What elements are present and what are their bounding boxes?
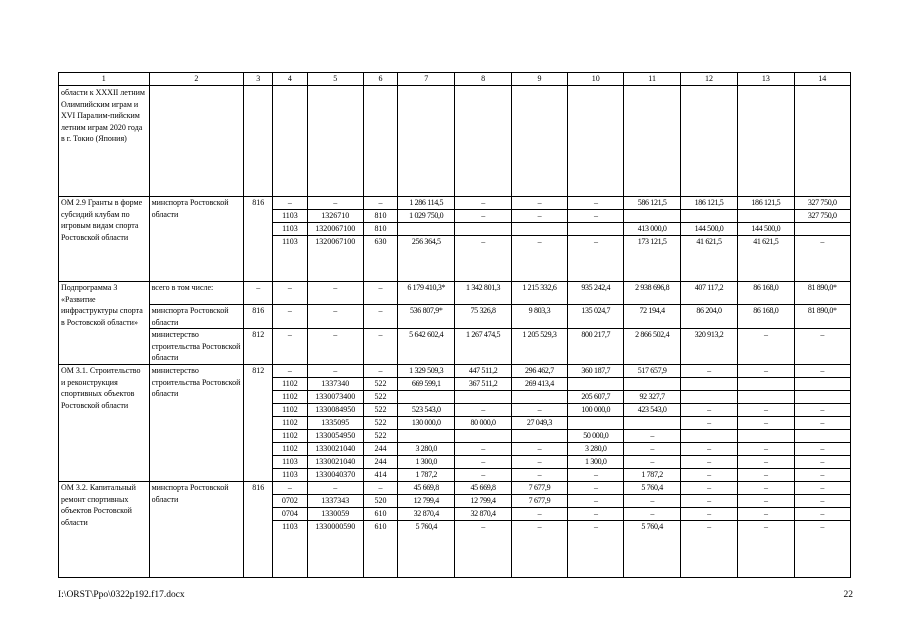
- amount-cell: 800 217,7: [568, 329, 624, 365]
- expense-type: 610: [363, 520, 397, 577]
- measure-name: ОМ 3.1. Строительство и реконструкция спортивных объектов Ростовской области: [59, 364, 150, 481]
- amount-cell: –: [680, 416, 737, 429]
- amount-cell: –: [738, 416, 794, 429]
- budget-table: [58, 72, 851, 578]
- subprogram-3-row: [59, 329, 851, 365]
- amount-cell: 45 669,8: [398, 481, 455, 494]
- file-path: I:\ORST\Ppo\0322p192.f17.docx: [58, 590, 185, 600]
- amount-cell: –: [794, 520, 850, 577]
- om-3-2-row: [59, 481, 851, 494]
- section-code: 1102: [273, 429, 307, 442]
- amount-cell: –: [680, 455, 737, 468]
- section-continuation-row: [59, 86, 851, 197]
- amount-cell: –: [680, 507, 737, 520]
- amount-cell: 669 599,1: [398, 377, 455, 390]
- amount-cell: –: [511, 236, 567, 282]
- col-num: 3: [244, 73, 273, 86]
- amount-cell: –: [511, 455, 567, 468]
- ministry-code: 812: [244, 329, 273, 365]
- target-code: 1320067100: [307, 223, 363, 236]
- amount-cell: [738, 210, 794, 223]
- amount-cell: –: [511, 468, 567, 481]
- amount-cell: 367 511,2: [455, 377, 511, 390]
- amount-cell: –: [794, 329, 850, 365]
- expense-type: 244: [363, 442, 397, 455]
- expense-type: –: [363, 197, 397, 210]
- amount-cell: –: [794, 507, 850, 520]
- amount-cell: –: [794, 455, 850, 468]
- amount-cell: 1 205 529,3: [511, 329, 567, 365]
- amount-cell: –: [455, 455, 511, 468]
- amount-cell: –: [624, 507, 680, 520]
- amount-cell: –: [738, 442, 794, 455]
- amount-cell: 12 799,4: [398, 494, 455, 507]
- target-code: 1337343: [307, 494, 363, 507]
- amount-cell: –: [738, 364, 794, 377]
- amount-cell: [568, 416, 624, 429]
- amount-cell: –: [624, 455, 680, 468]
- om-2-9-row: [59, 197, 851, 210]
- amount-cell: 269 413,4: [511, 377, 567, 390]
- executor: минспорта Ростовской области: [149, 305, 244, 329]
- section-code: 1102: [273, 416, 307, 429]
- amount-cell: 41 621,5: [738, 236, 794, 282]
- target-code: –: [307, 329, 363, 365]
- section-code: 1102: [273, 403, 307, 416]
- amount-cell: 9 803,3: [511, 305, 567, 329]
- amount-cell: 86 204,0: [680, 305, 737, 329]
- amount-cell: [398, 429, 455, 442]
- ministry-code: –: [244, 282, 273, 305]
- amount-cell: [398, 223, 455, 236]
- amount-cell: –: [680, 442, 737, 455]
- executor: министерство строительства Ростовской области: [149, 364, 244, 481]
- col-num: 6: [363, 73, 397, 86]
- target-code: 1330054950: [307, 429, 363, 442]
- amount-cell: 5 760,4: [398, 520, 455, 577]
- amount-cell: [680, 429, 737, 442]
- expense-type: 522: [363, 403, 397, 416]
- amount-cell: –: [568, 468, 624, 481]
- amount-cell: 32 870,4: [455, 507, 511, 520]
- amount-cell: –: [738, 468, 794, 481]
- amount-cell: 144 500,0: [680, 223, 737, 236]
- amount-cell: [738, 377, 794, 390]
- amount-cell: 72 194,4: [624, 305, 680, 329]
- measure-name: области к XXXII летним Олимпийским играм и XVI Паралим-пийским летним играм 2020 года в г. Токио (Япония): [59, 86, 150, 197]
- expense-type: –: [363, 282, 397, 305]
- amount-cell: 50 000,0: [568, 429, 624, 442]
- expense-type: 244: [363, 455, 397, 468]
- amount-cell: –: [794, 494, 850, 507]
- amount-cell: –: [455, 210, 511, 223]
- amount-cell: –: [455, 197, 511, 210]
- amount-cell: [568, 377, 624, 390]
- amount-cell: 256 364,5: [398, 236, 455, 282]
- subprogram-3-row: [59, 305, 851, 329]
- amount-cell: –: [511, 507, 567, 520]
- amount-cell: –: [794, 403, 850, 416]
- amount-cell: [794, 390, 850, 403]
- col-num: 2: [149, 73, 244, 86]
- om-3-1-row: [59, 364, 851, 377]
- amount-cell: 5 760,4: [624, 520, 680, 577]
- target-code: –: [307, 197, 363, 210]
- amount-cell: 144 500,0: [738, 223, 794, 236]
- amount-cell: 7 677,9: [511, 481, 567, 494]
- section-code: –: [273, 329, 307, 365]
- column-numbers-row: [59, 73, 851, 86]
- expense-type: 810: [363, 223, 397, 236]
- target-code: 1330040370: [307, 468, 363, 481]
- ministry-code: 816: [244, 305, 273, 329]
- amount-cell: [794, 223, 850, 236]
- target-code: –: [307, 282, 363, 305]
- col-num: 9: [511, 73, 567, 86]
- amount-cell: 360 187,7: [568, 364, 624, 377]
- section-code: –: [273, 364, 307, 377]
- amount-cell: –: [455, 468, 511, 481]
- amount-cell: 5 642 602,4: [398, 329, 455, 365]
- ministry-code: 812: [244, 364, 273, 481]
- target-code: 1330059: [307, 507, 363, 520]
- col-num: 5: [307, 73, 363, 86]
- page-number: 22: [843, 590, 853, 600]
- measure-name: Подпрограмма 3 «Развитие инфраструктуры спорта в Ростовской области»: [59, 282, 150, 365]
- amount-cell: 517 657,9: [624, 364, 680, 377]
- amount-cell: 1 342 801,3: [455, 282, 511, 305]
- amount-cell: –: [680, 403, 737, 416]
- amount-cell: 407 117,2: [680, 282, 737, 305]
- amount-cell: –: [568, 507, 624, 520]
- col-num: 8: [455, 73, 511, 86]
- amount-cell: [794, 377, 850, 390]
- amount-cell: 130 000,0: [398, 416, 455, 429]
- measure-name: ОМ 2.9 Гранты в форме субсидий клубам по игровым видам спорта Ростовской области: [59, 197, 150, 282]
- subprogram-3-row: [59, 282, 851, 305]
- ministry-code: 816: [244, 481, 273, 577]
- amount-cell: 135 024,7: [568, 305, 624, 329]
- target-code: 1330021040: [307, 442, 363, 455]
- amount-cell: 45 669,8: [455, 481, 511, 494]
- amount-cell: 186 121,5: [738, 197, 794, 210]
- amount-cell: –: [680, 468, 737, 481]
- amount-cell: [680, 390, 737, 403]
- expense-type: –: [363, 481, 397, 494]
- section-code: 1102: [273, 442, 307, 455]
- amount-cell: –: [794, 442, 850, 455]
- col-num: 13: [738, 73, 794, 86]
- col-num: 14: [794, 73, 850, 86]
- amount-cell: 2 938 696,8: [624, 282, 680, 305]
- expense-type: 810: [363, 210, 397, 223]
- section-code: 1103: [273, 236, 307, 282]
- amount-cell: –: [455, 442, 511, 455]
- amount-cell: –: [511, 442, 567, 455]
- amount-cell: [455, 429, 511, 442]
- amount-cell: [624, 210, 680, 223]
- amount-cell: [511, 429, 567, 442]
- section-code: –: [273, 305, 307, 329]
- section-code: 1103: [273, 455, 307, 468]
- amount-cell: –: [738, 481, 794, 494]
- amount-cell: –: [624, 494, 680, 507]
- section-code: 1103: [273, 210, 307, 223]
- measure-name: ОМ 3.2. Капитальный ремонт спортивных объектов Ростовской области: [59, 481, 150, 577]
- amount-cell: –: [568, 210, 624, 223]
- amount-cell: [455, 223, 511, 236]
- amount-cell: –: [794, 416, 850, 429]
- amount-cell: 32 870,4: [398, 507, 455, 520]
- section-code: –: [273, 282, 307, 305]
- amount-cell: 5 760,4: [624, 481, 680, 494]
- amount-cell: –: [511, 210, 567, 223]
- amount-cell: –: [624, 429, 680, 442]
- amount-cell: 86 168,0: [738, 282, 794, 305]
- col-num: 11: [624, 73, 680, 86]
- amount-cell: [398, 390, 455, 403]
- amount-cell: 536 807,9*: [398, 305, 455, 329]
- amount-cell: 80 000,0: [455, 416, 511, 429]
- amount-cell: 92 327,7: [624, 390, 680, 403]
- amount-cell: –: [568, 520, 624, 577]
- amount-cell: 1 300,0: [568, 455, 624, 468]
- section-code: –: [273, 481, 307, 494]
- amount-cell: [738, 429, 794, 442]
- amount-cell: 3 280,0: [398, 442, 455, 455]
- expense-type: 522: [363, 390, 397, 403]
- target-code: 1330000590: [307, 520, 363, 577]
- col-num: 7: [398, 73, 455, 86]
- amount-cell: 2 866 502,4: [624, 329, 680, 365]
- target-code: –: [307, 481, 363, 494]
- amount-cell: 320 913,2: [680, 329, 737, 365]
- amount-cell: 423 543,0: [624, 403, 680, 416]
- expense-type: 630: [363, 236, 397, 282]
- amount-cell: 12 799,4: [455, 494, 511, 507]
- section-code: 0704: [273, 507, 307, 520]
- expense-type: 522: [363, 377, 397, 390]
- amount-cell: 81 890,0*: [794, 282, 850, 305]
- amount-cell: –: [455, 520, 511, 577]
- amount-cell: –: [568, 197, 624, 210]
- target-code: –: [307, 305, 363, 329]
- expense-type: –: [363, 364, 397, 377]
- col-num: 4: [273, 73, 307, 86]
- amount-cell: 523 543,0: [398, 403, 455, 416]
- executor: министерство строительства Ростовской области: [149, 329, 244, 365]
- amount-cell: 6 179 410,3*: [398, 282, 455, 305]
- amount-cell: [511, 390, 567, 403]
- target-code: 1337340: [307, 377, 363, 390]
- executor: минспорта Ростовской области: [149, 481, 244, 577]
- section-code: 1102: [273, 377, 307, 390]
- amount-cell: 1 215 332,6: [511, 282, 567, 305]
- amount-cell: –: [511, 403, 567, 416]
- target-code: 1330073400: [307, 390, 363, 403]
- section-code: 1103: [273, 520, 307, 577]
- amount-cell: 1 300,0: [398, 455, 455, 468]
- amount-cell: 296 462,7: [511, 364, 567, 377]
- amount-cell: 327 750,0: [794, 197, 850, 210]
- amount-cell: 935 242,4: [568, 282, 624, 305]
- amount-cell: 327 750,0: [794, 210, 850, 223]
- amount-cell: –: [680, 494, 737, 507]
- target-code: –: [307, 364, 363, 377]
- expense-type: –: [363, 305, 397, 329]
- amount-cell: –: [455, 236, 511, 282]
- amount-cell: 586 121,5: [624, 197, 680, 210]
- amount-cell: 41 621,5: [680, 236, 737, 282]
- amount-cell: –: [680, 364, 737, 377]
- amount-cell: –: [738, 403, 794, 416]
- amount-cell: [568, 223, 624, 236]
- expense-type: 522: [363, 416, 397, 429]
- amount-cell: 86 168,0: [738, 305, 794, 329]
- amount-cell: 447 511,2: [455, 364, 511, 377]
- expense-type: 520: [363, 494, 397, 507]
- amount-cell: –: [455, 403, 511, 416]
- expense-type: –: [363, 329, 397, 365]
- amount-cell: [511, 223, 567, 236]
- amount-cell: –: [680, 520, 737, 577]
- section-code: 1103: [273, 468, 307, 481]
- expense-type: 522: [363, 429, 397, 442]
- amount-cell: 413 000,0: [624, 223, 680, 236]
- amount-cell: –: [794, 364, 850, 377]
- amount-cell: 3 280,0: [568, 442, 624, 455]
- amount-cell: 1 267 474,5: [455, 329, 511, 365]
- amount-cell: [680, 210, 737, 223]
- amount-cell: [794, 429, 850, 442]
- col-num: 10: [568, 73, 624, 86]
- amount-cell: –: [568, 494, 624, 507]
- amount-cell: –: [511, 520, 567, 577]
- target-code: 1335095: [307, 416, 363, 429]
- amount-cell: –: [568, 236, 624, 282]
- amount-cell: 1 286 114,5: [398, 197, 455, 210]
- expense-type: 610: [363, 507, 397, 520]
- amount-cell: 1 329 509,3: [398, 364, 455, 377]
- target-code: 1320067100: [307, 236, 363, 282]
- amount-cell: –: [794, 481, 850, 494]
- amount-cell: 81 890,0*: [794, 305, 850, 329]
- amount-cell: [680, 377, 737, 390]
- amount-cell: [455, 390, 511, 403]
- amount-cell: 100 000,0: [568, 403, 624, 416]
- amount-cell: –: [511, 197, 567, 210]
- amount-cell: 75 326,8: [455, 305, 511, 329]
- section-code: –: [273, 197, 307, 210]
- amount-cell: –: [794, 236, 850, 282]
- amount-cell: [624, 377, 680, 390]
- amount-cell: 186 121,5: [680, 197, 737, 210]
- section-code: 1102: [273, 390, 307, 403]
- amount-cell: [624, 416, 680, 429]
- col-num: 1: [59, 73, 150, 86]
- amount-cell: –: [680, 481, 737, 494]
- section-code: 1103: [273, 223, 307, 236]
- amount-cell: 1 787,2: [398, 468, 455, 481]
- target-code: 1326710: [307, 210, 363, 223]
- col-num: 12: [680, 73, 737, 86]
- amount-cell: 205 607,7: [568, 390, 624, 403]
- executor: минспорта Ростовской области: [149, 197, 244, 282]
- amount-cell: –: [624, 442, 680, 455]
- amount-cell: –: [738, 329, 794, 365]
- expense-type: 414: [363, 468, 397, 481]
- section-code: 0702: [273, 494, 307, 507]
- amount-cell: –: [738, 455, 794, 468]
- executor: всего в том числе:: [149, 282, 244, 305]
- amount-cell: 173 121,5: [624, 236, 680, 282]
- amount-cell: [738, 390, 794, 403]
- amount-cell: 7 677,9: [511, 494, 567, 507]
- target-code: 1330021040: [307, 455, 363, 468]
- amount-cell: 1 029 750,0: [398, 210, 455, 223]
- amount-cell: 1 787,2: [624, 468, 680, 481]
- amount-cell: –: [738, 520, 794, 577]
- ministry-code: 816: [244, 197, 273, 282]
- amount-cell: –: [794, 468, 850, 481]
- amount-cell: –: [568, 481, 624, 494]
- amount-cell: –: [738, 507, 794, 520]
- target-code: 1330084950: [307, 403, 363, 416]
- amount-cell: –: [738, 494, 794, 507]
- amount-cell: 27 049,3: [511, 416, 567, 429]
